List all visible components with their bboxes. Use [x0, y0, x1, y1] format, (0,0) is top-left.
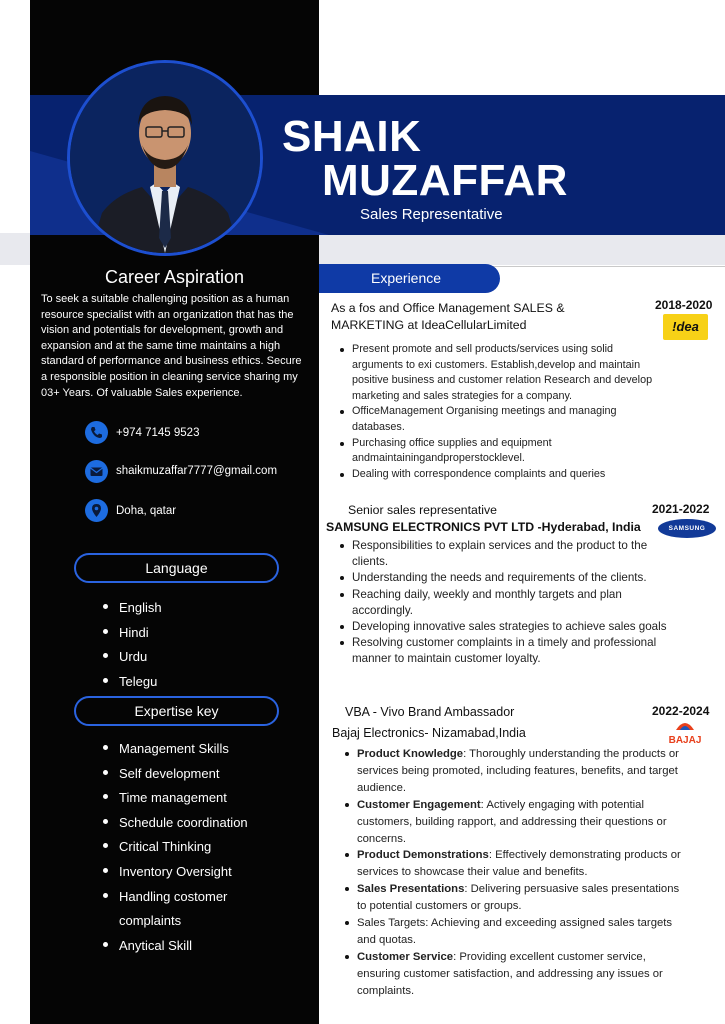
phone-number[interactable]: +974 7145 9523 [116, 427, 200, 439]
list-item: Present promote and sell products/services using solid arguments to exi customers. Establish,develop and maintain positive business and customer relation Research and develop marketing and sales strategies for a company. [335, 342, 653, 404]
expertise-heading: Expertise key [74, 696, 279, 726]
list-item: Developing innovative sales strategies to achieve sales goals [335, 619, 667, 635]
list-item: Handling costomer complaints [103, 885, 283, 934]
list-item: Critical Thinking [103, 835, 283, 860]
profile-photo [67, 60, 263, 256]
job-1-bullets [335, 342, 653, 482]
list-item: Product Demonstrations: Effectively demonstrating products or services to showcase their value and benefits. [340, 847, 690, 881]
language-heading: Language [74, 553, 279, 583]
experience-heading: Experience [319, 264, 500, 293]
career-aspiration-text: To seek a suitable challenging position as a human resource specialist with an organization that has the vision and potentials for development, growth and expansion and at the same time maintains a high standard of performance and business ethics. Secure a responsible position in cleaning service sharing my 03+ Years. Of valuable Sales experience. [41, 293, 302, 399]
list-item: Time management [103, 786, 283, 811]
list-item: Hindi [103, 621, 162, 646]
idea-logo: !dea [663, 314, 708, 340]
list-item: Schedule coordination [103, 811, 283, 836]
job-3-role: VBA - Vivo Brand Ambassador [345, 705, 515, 719]
list-item: Sales Presentations: Delivering persuasive sales presentations to potential customers or groups. [340, 881, 690, 915]
first-name: SHAIK [282, 112, 422, 161]
list-item: Sales Targets: Achieving and exceeding assigned sales targets and quotas. [340, 915, 690, 949]
list-item: Customer Service: Providing excellent customer service, ensuring customer satisfaction, and addressing any issues or complaints. [340, 949, 690, 1000]
list-item: Resolving customer complaints in a timely and professional manner to maintain customer loyalty. [335, 635, 667, 667]
job-3-years: 2022-2024 [652, 704, 710, 718]
job-3-company: Bajaj Electronics- Nizamabad,India [332, 726, 526, 740]
job-2-bullets [335, 538, 667, 668]
list-item: Management Skills [103, 737, 283, 762]
bajaj-logo: BAJAJ [657, 718, 713, 748]
job-2-company: SAMSUNG ELECTRONICS PVT LTD -Hyderabad, India [326, 520, 641, 534]
list-item: Dealing with correspondence complaints and queries [335, 467, 653, 483]
job-3-bullets [340, 746, 690, 1000]
samsung-logo: SAMSUNG [658, 519, 716, 538]
location-pin-icon [85, 499, 108, 522]
location-text: Doha, qatar [116, 505, 177, 517]
list-item: OfficeManagement Organising meetings and managing databases. [335, 404, 653, 435]
email-icon [85, 460, 108, 483]
list-item: Responsibilities to explain services and the product to the clients. [335, 538, 667, 570]
list-item: Customer Engagement: Actively engaging with potential customers, building rapport, and addressing their questions or concerns. [340, 797, 690, 848]
list-item: Self development [103, 762, 283, 787]
list-item: English [103, 596, 162, 621]
list-item: Purchasing office supplies and equipment andmaintainingandproperstocklevel. [335, 436, 653, 467]
job-subtitle: Sales Representative [360, 206, 503, 223]
job-1-title: As a fos and Office Management SALES & MARKETING at IdeaCellularLimited [331, 301, 565, 332]
list-item: Telegu [103, 670, 162, 695]
job-2-years: 2021-2022 [652, 502, 710, 516]
email-address[interactable]: shaikmuzaffar7777@gmail.com [116, 465, 278, 477]
last-name: MUZAFFAR [322, 156, 568, 205]
career-aspiration-heading: Career Aspiration [104, 267, 245, 287]
skills-list [103, 737, 283, 958]
list-item: Reaching daily, weekly and monthly targets and plan accordingly. [335, 587, 667, 619]
list-item: Inventory Oversight [103, 860, 283, 885]
list-item: Urdu [103, 645, 162, 670]
person-avatar-icon [70, 63, 260, 253]
language-list [103, 596, 162, 694]
list-item: Understanding the needs and requirements of the clients. [335, 570, 667, 586]
bajaj-emblem-icon [674, 718, 696, 732]
list-item: Anytical Skill [103, 934, 283, 959]
phone-icon [85, 421, 108, 444]
list-item: Product Knowledge: Thoroughly understanding the products or services being promoted, including features, benefits, and target audience. [340, 746, 690, 797]
job-2-role: Senior sales representative [348, 503, 498, 517]
job-1-years: 2018-2020 [655, 298, 713, 312]
